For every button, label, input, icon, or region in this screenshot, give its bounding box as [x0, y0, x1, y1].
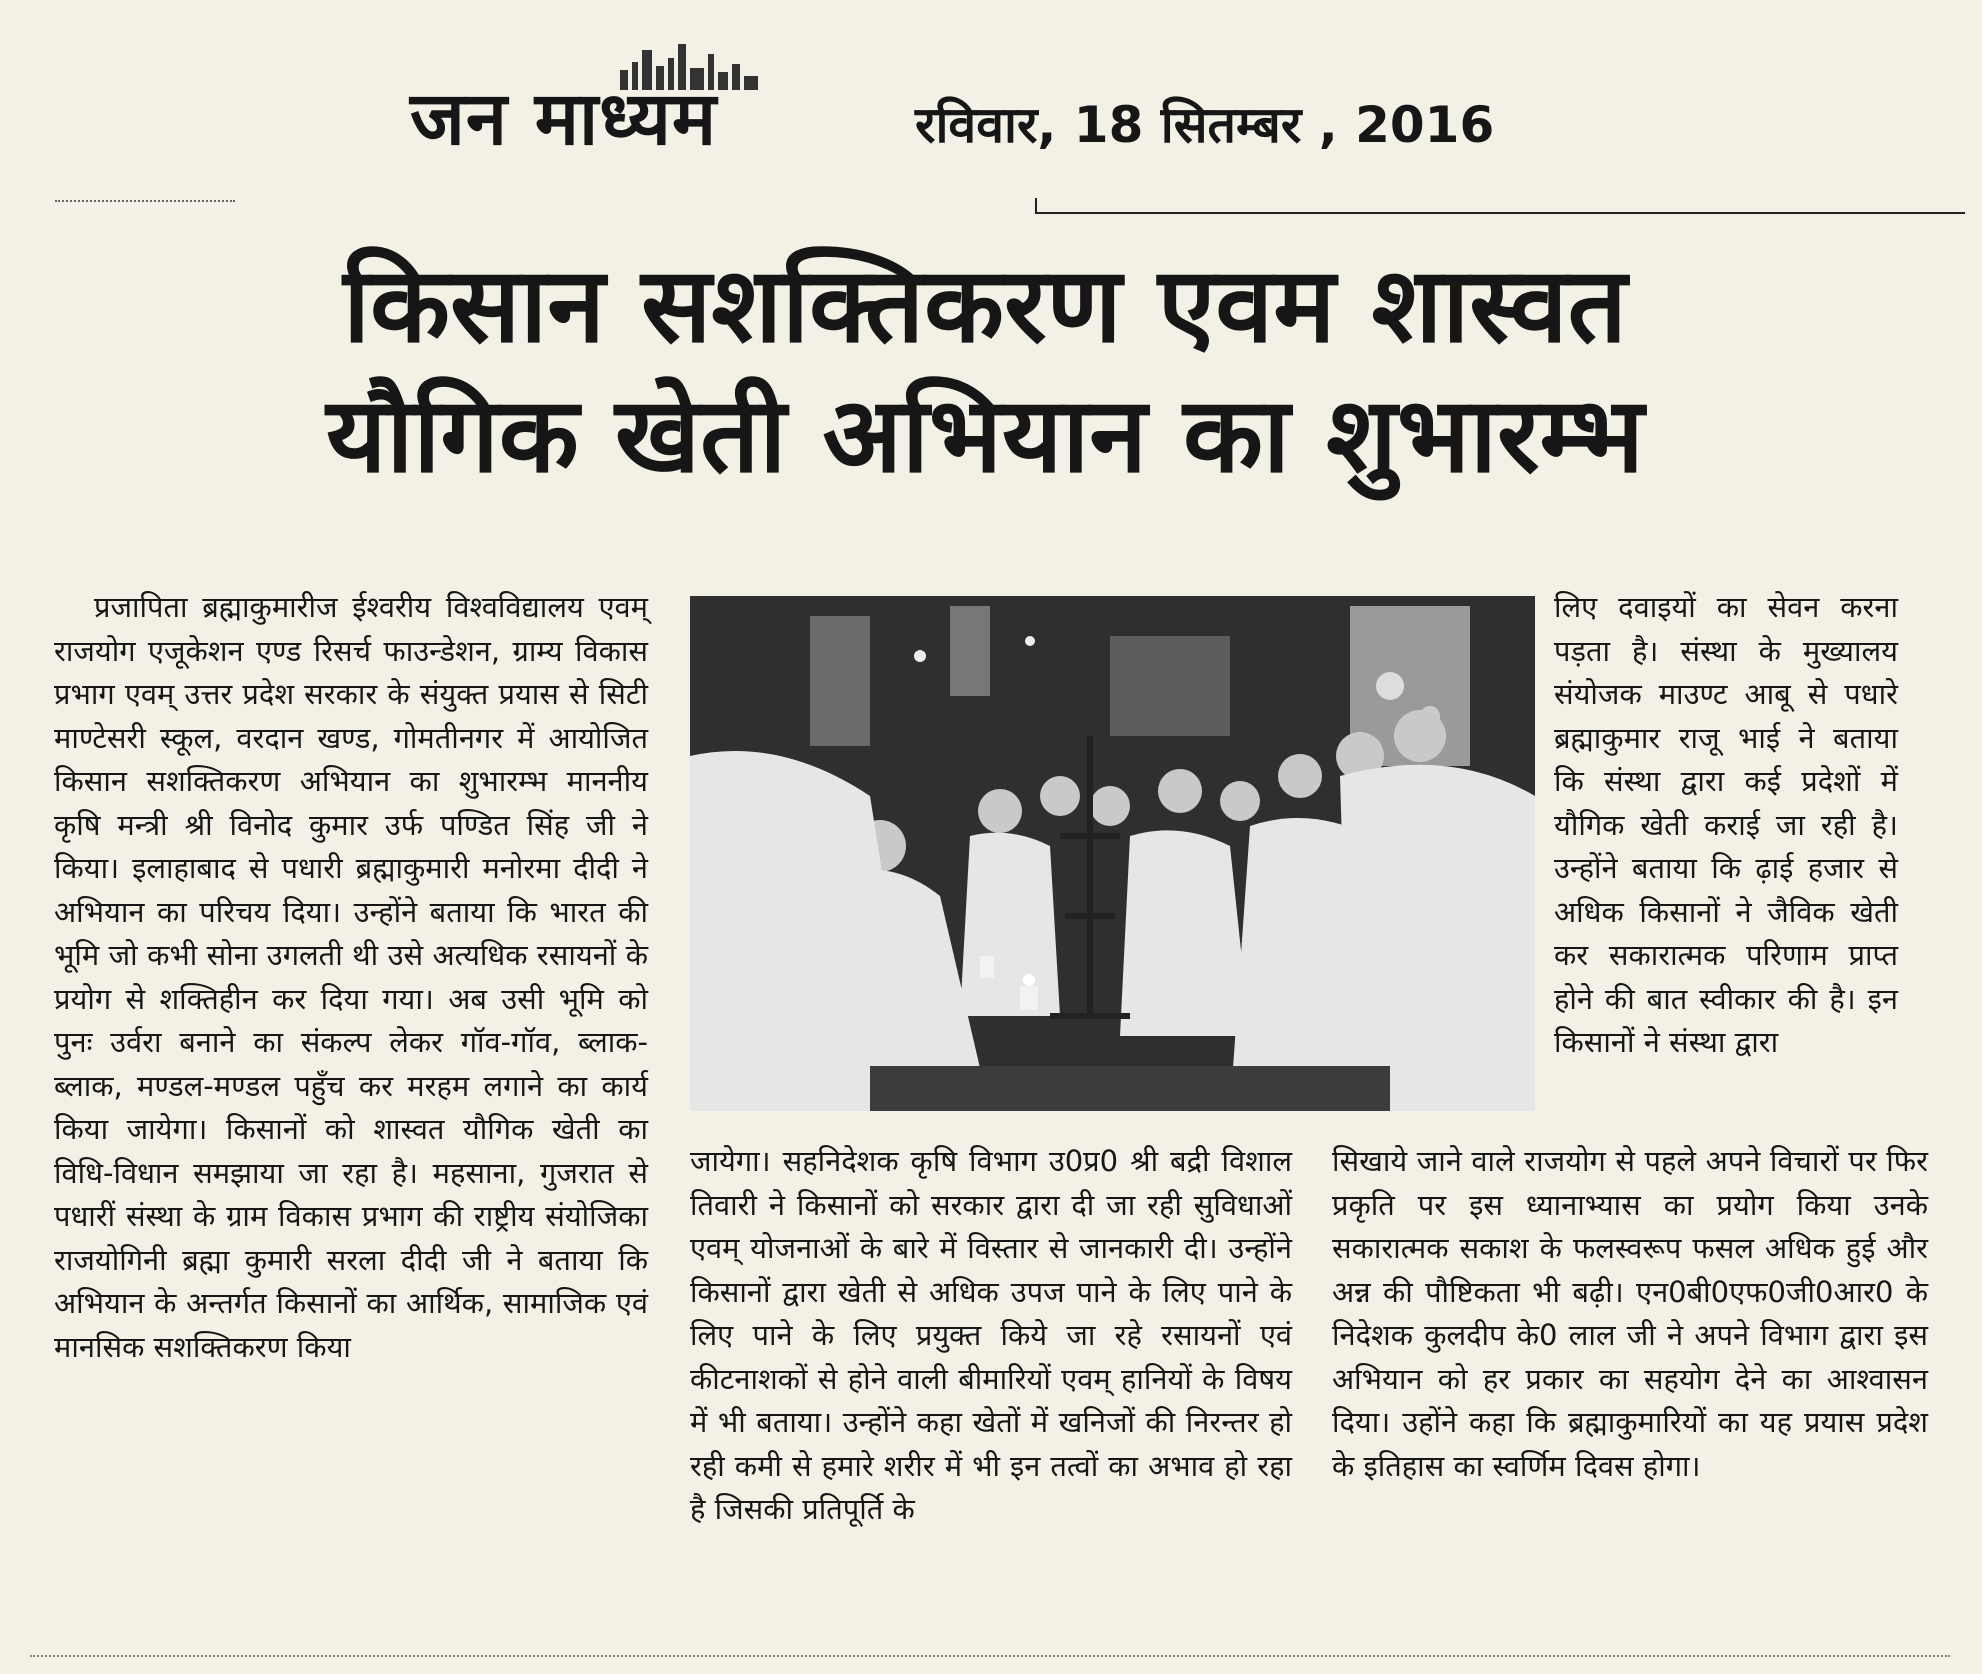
article-column-right-bottom: सिखाये जाने वाले राजयोग से पहले अपने विचारों पर फिर प्रकृति पर इस ध्यानाभ्यास का प्रयोग किया उनके सकारात्मक सकाश के फलस्वरूप फसल अधिक हुई और अन्न की पौष्टिकता भी बढ़ी। एन0बी0एफ0जी0आर0 के निदेशक कुलदीप के0 लाल जी ने अपने विभाग द्वारा इस अभियान को हर प्रकार का सहयोग देने का आश्वासन दिया। उहोंने कहा कि ब्रह्माकुमारियों का यह प्रयास प्रदेश के इतिहास का स्वर्णिम दिवस होगा। — [1332, 1144, 1928, 1483]
article-column-right-top: लिए दवाइयों का सेवन करना पड़ता है। संस्था के मुख्यालय संयोजक माउण्ट आबू से पधारे ब्रह्माकुमार राजू भाई ने बताया कि संस्था द्वारा कई प्रदेशों में यौगिक खेती कराई जा रही है। उन्होंने बताया कि ढ़ाई हजार से अधिक किसानों ने जैविक खेती कर सकारात्मक परिणाम प्राप्त होने की बात स्वीकार की है। इन किसानों ने संस्था द्वारा — [1554, 590, 1898, 1059]
divider — [1035, 212, 1965, 214]
article-column-middle: जायेगा। सहनिदेशक कृषि विभाग उ0प्र0 श्री बद्री विशाल तिवारी ने किसानों को सरकार द्वारा दी जा रही सुविधाओं एवम् योजनाओं के बारे में विस्तार से जानकारी दी। उन्होंने किसानों द्वारा खेती से अधिक उपज पाने के लिए पाने के लिए पाने के लिए प्रयुक्त किये जा रहे रसायनों एवं कीटनाशकों से होने वाली बीमारियों एवम् हानियों के विषय में भी बताया। उन्होंने कहा खेतों में खनिजों की निरन्तर हो रही कमी से हमारे शरीर में भी इन तत्वों का अभाव हो रहा है जिसकी प्रतिपूर्ति के — [690, 1144, 1292, 1526]
masthead — [410, 40, 1610, 160]
article-column-left: प्रजापिता ब्रह्माकुमारीज ईश्वरीय विश्वविद्यालय एवम् राजयोग एजूकेशन एण्ड रिसर्च फाउन्डेशन, ग्राम्य विकास प्रभाग एवम् उत्तर प्रदेश सरकार के संयुक्त प्रयास से सिटी माण्टेसरी स्कूल, वरदान खण्ड, गोमतीनगर में आयोजित किसान सशक्तिकरण अभियान का शुभारम्भ माननीय कृषि मन्त्री श्री विनोद कुमार उर्फ पण्डित सिंह जी ने किया। इलाहाबाद से पधारी ब्रह्माकुमारी मनोरमा दीदी ने अभियान का परिचय दिया। उन्होंने बताया कि भारत की भूमि जो कभी सोना उगलती थी उसे अत्यधिक रसायनों के प्रयोग से शक्तिहीन कर दिया गया। अब उसी भूमि को पुनः उर्वरा बनाने का संकल्प लेकर गॉव-गॉव, ब्लाक-ब्लाक, मण्डल-मण्डल पहुँच कर मरहम लगाने का कार्य किया जायेगा। किसानों को शास्वत यौगिक खेती का विधि-विधान समझाया जा रहा है। महसाना, गुजरात से पधारीं संस्था के ग्राम विकास प्रभाग की राष्ट्रीय संयोजिका राजयोगिनी ब्रह्मा कुमारी सरला दीदी जी ने बताया कि अभियान के अन्तर्गत किसानों का आर्थिक, सामाजिक एवं मानसिक सशक्तिकरण किया — [54, 590, 648, 1364]
news-photo — [690, 596, 1535, 1111]
headline — [60, 240, 1910, 500]
divider — [30, 1655, 1950, 1659]
divider — [55, 200, 235, 204]
headline-line-2: यौगिक खेती अभियान का शुभारम्भ — [326, 374, 1644, 496]
issue-date: रविवार, 18 सितम्बर , 2016 — [915, 96, 1495, 154]
newspaper-name: जन माध्यम — [410, 76, 718, 162]
ceremony-photo-image — [690, 596, 1535, 1111]
headline-line-1: किसान सशक्तिकरण एवम शास्वत — [343, 244, 1627, 366]
